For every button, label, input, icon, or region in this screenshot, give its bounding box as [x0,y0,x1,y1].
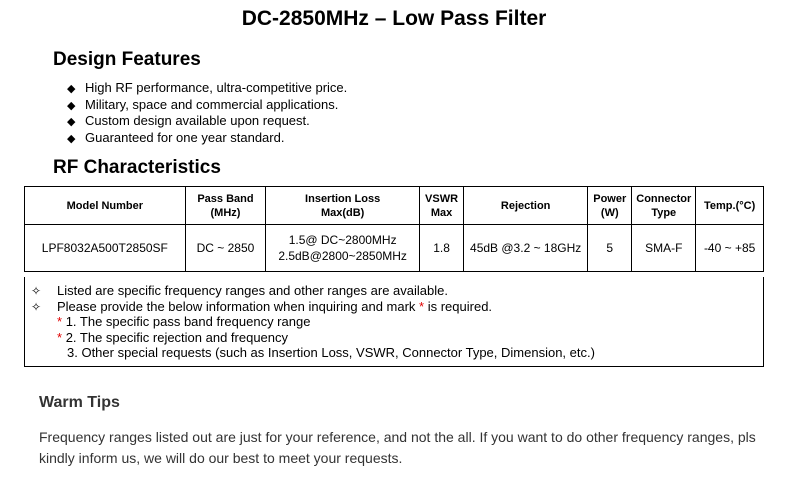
column-header-pass-band: Pass Band (MHz) [185,187,266,225]
column-header-temp: Temp.(°C) [696,187,764,225]
column-header-insertion-loss: Insertion Loss Max(dB) [266,187,420,225]
warm-tips-heading: Warm Tips [39,394,120,411]
requirement-item: * 2. The specific rejection and frequency [57,329,289,345]
design-features-heading: Design Features [53,49,201,70]
required-mark: * [57,329,63,345]
star-bullet-icon: ✧ [31,299,42,314]
warm-tips-text: Frequency ranges listed out are just for your reference, and not the all. If you want to do other frequency ranges, pls kindly inform us, we will do our best to meet your requests. [39,429,756,466]
cell-connector: SMA-F [632,225,696,272]
page-title: DC-2850MHz – Low Pass Filter [241,7,547,30]
required-mark: * [419,298,425,314]
cell-vswr: 1.8 [420,225,464,272]
diamond-bullet-icon: ◆ [67,133,76,146]
column-header-rejection: Rejection [464,187,588,225]
table-row [25,225,764,272]
column-header-vswr: VSWR Max [420,187,464,225]
note-line: ✧ Please provide the below information when inquiring and mark * is required. [31,298,493,314]
diamond-bullet-icon: ◆ [67,83,76,95]
rf-characteristics-table [24,186,764,272]
feature-item: ◆ Military, space and commercial applications. [67,97,347,114]
table-header-row [25,187,764,225]
diamond-bullet-icon: ◆ [67,116,76,129]
notes-box [24,277,764,367]
note-line: ✧ Listed are specific frequency ranges and other ranges are available. [31,283,448,298]
required-mark: * [57,314,63,329]
feature-item: ◆ Custom design available upon request. [67,113,347,130]
column-header-power: Power (W) [588,187,632,225]
diamond-bullet-icon: ◆ [67,99,76,112]
requirement-item: 3. Other special requests (such as Insertion Loss, VSWR, Connector Type, Dimension, etc.) [67,345,595,360]
cell-temp: -40 ~ +85 [696,225,764,272]
cell-power: 5 [588,225,632,272]
column-header-connector: Connector Type [632,187,696,225]
star-bullet-icon: ✧ [31,284,42,298]
cell-insertion-loss: 1.5@ DC~2800MHz 2.5dB@2800~2850MHz [266,225,420,272]
feature-item: ◆ Guaranteed for one year standard. [67,130,347,147]
rf-characteristics-heading: RF Characteristics [53,157,221,178]
requirement-item: * 1. The specific pass band frequency range [57,314,311,329]
feature-item: ◆ High RF performance, ultra-competitive price. [67,80,347,97]
column-header-model: Model Number [25,187,186,225]
cell-pass-band: DC ~ 2850 [185,225,266,272]
cell-rejection: 45dB @3.2 ~ 18GHz [464,225,588,272]
cell-model: LPF8032A500T2850SF [25,225,186,272]
design-features-list [67,80,347,147]
